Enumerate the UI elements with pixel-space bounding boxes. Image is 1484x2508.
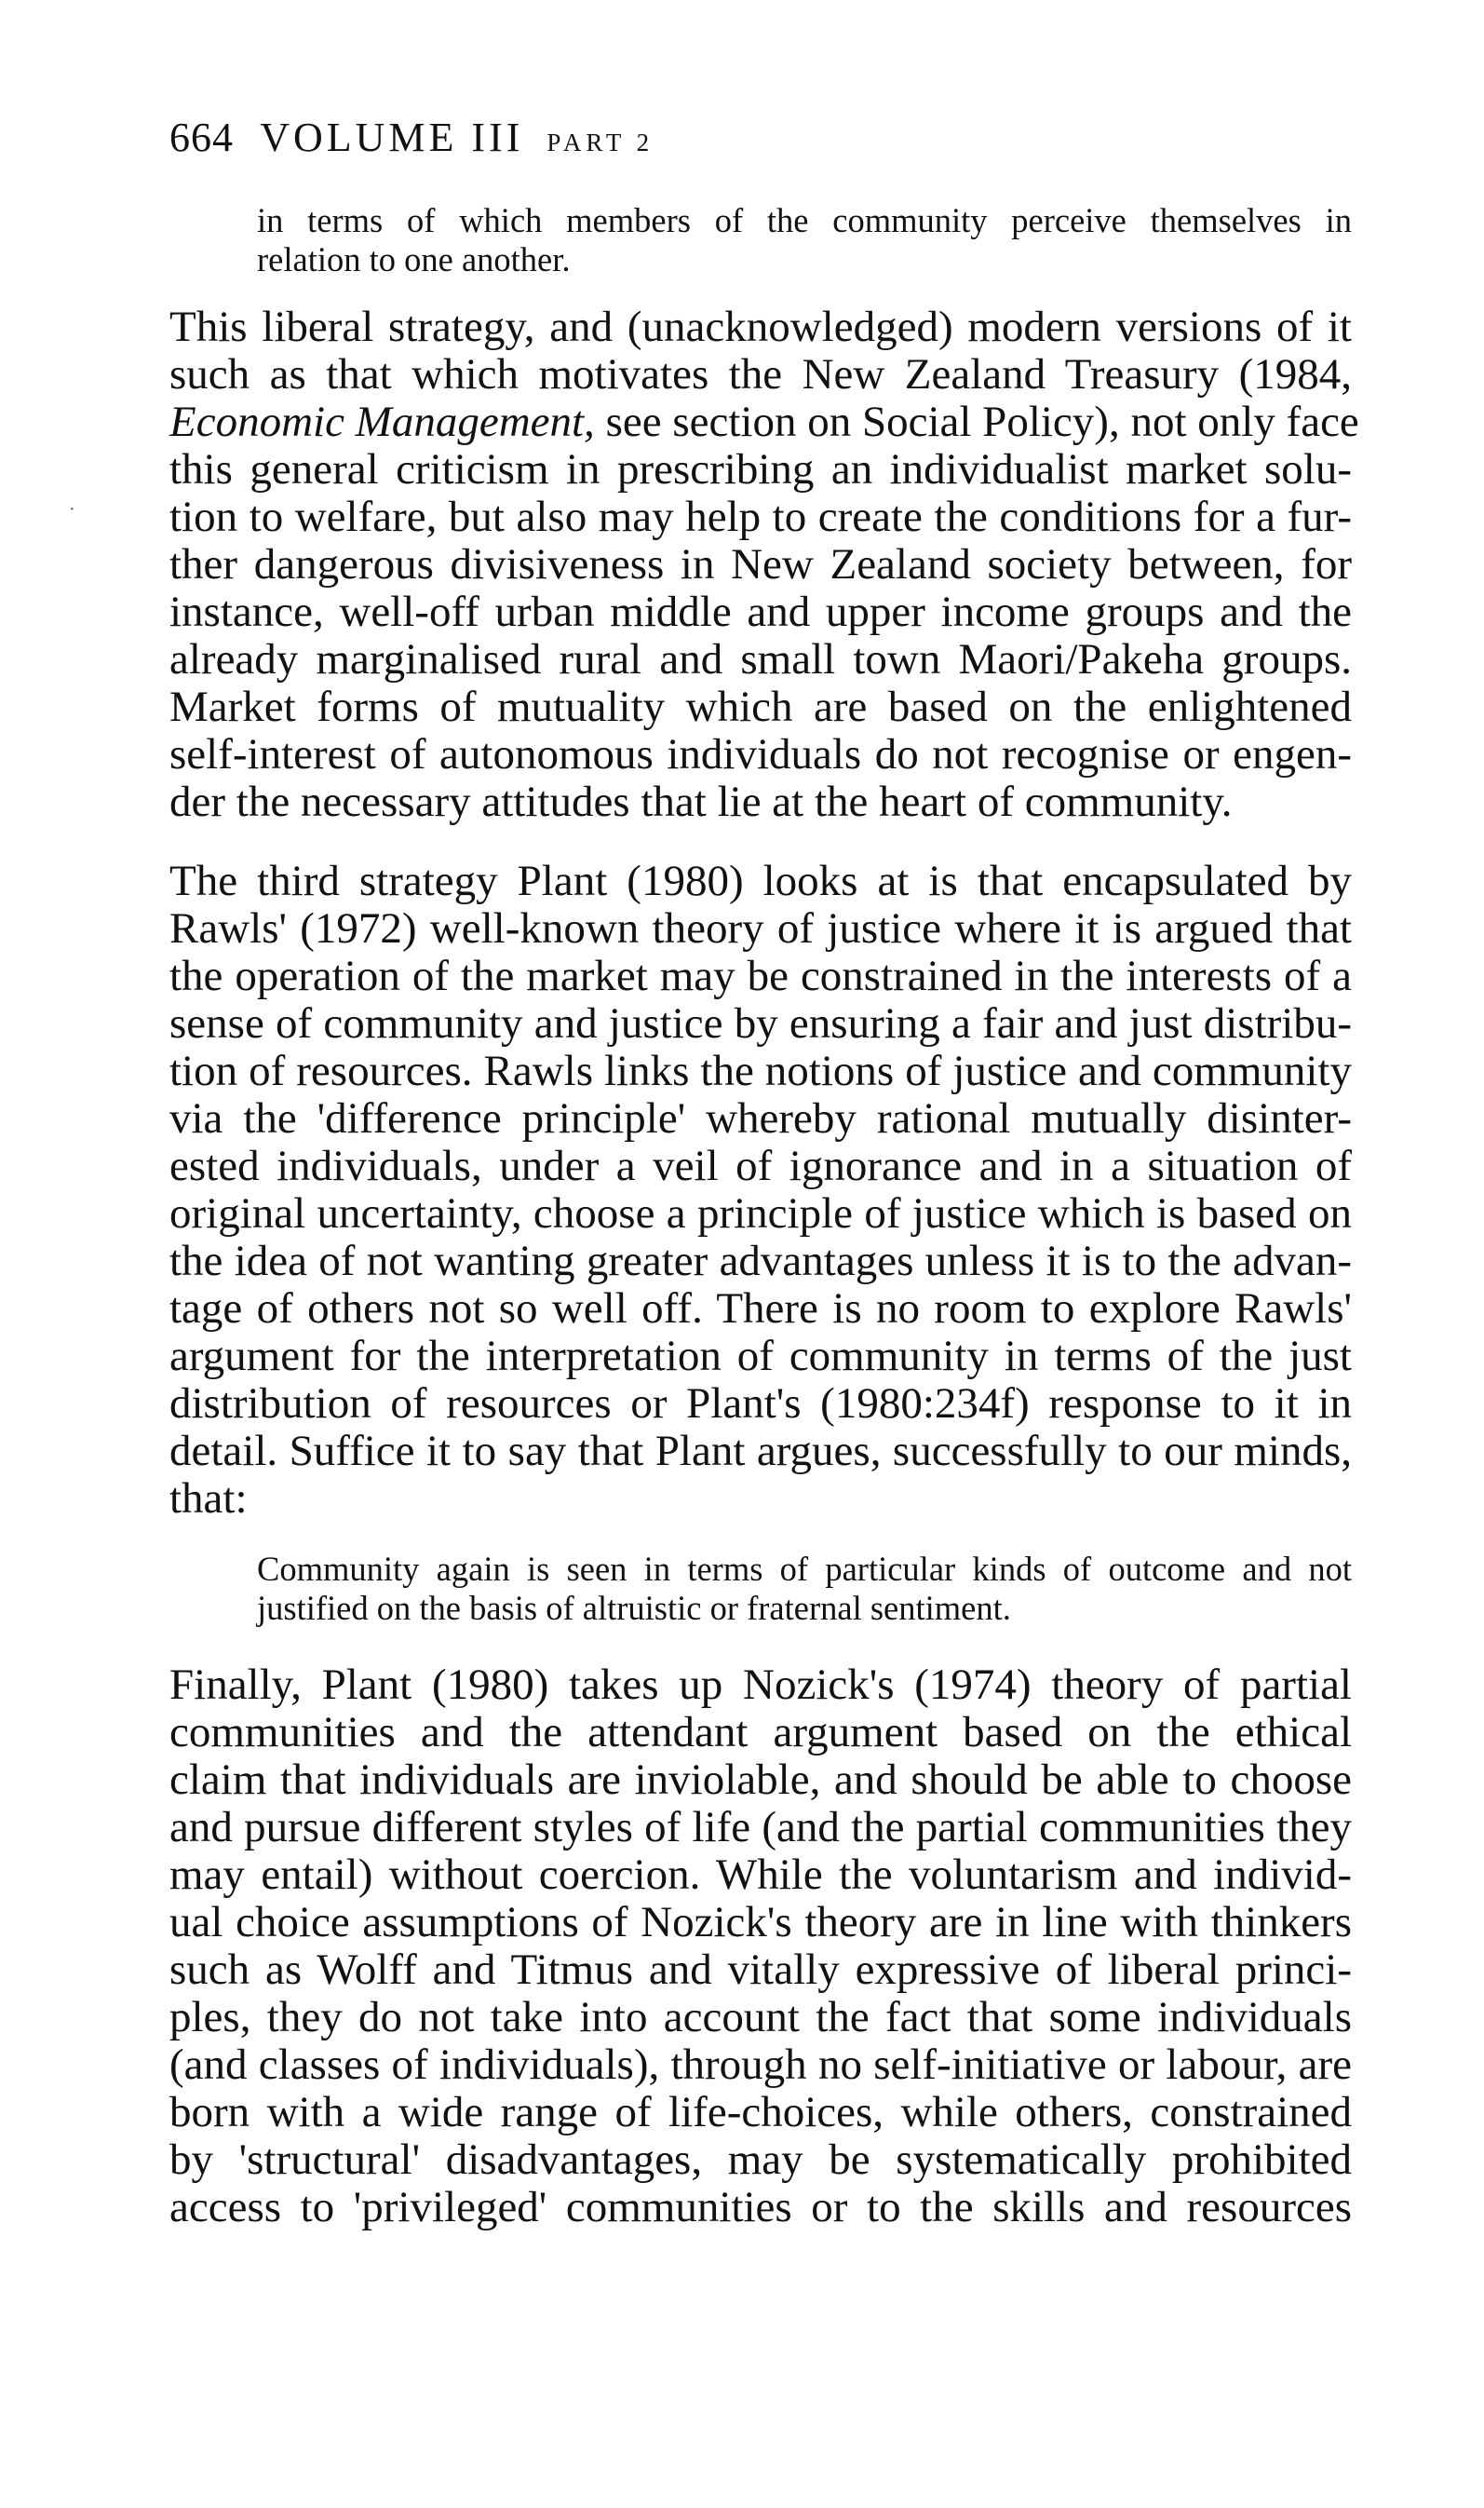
- text-line: such as that which motivates the New Zealand Treasury (1984,: [169, 350, 1352, 399]
- page-number: 664: [169, 115, 234, 160]
- text-line: born with a wide range of life-choices, while others, constrained: [169, 2088, 1352, 2136]
- text-line: instance, well-off urban middle and upper income groups and the: [169, 588, 1352, 636]
- text-line: ested individuals, under a veil of ignorance and in a situation of: [169, 1142, 1352, 1190]
- text-line: original uncertainty, choose a principle of justice which is based on: [169, 1189, 1352, 1238]
- paragraph-3: [169, 1661, 1352, 2231]
- text-line: Community again is seen in terms of particular kinds of outcome and not: [257, 1550, 1352, 1588]
- book-title: Economic Management,: [169, 398, 595, 446]
- text-line: tion to welfare, but also may help to create the conditions for a fur-: [169, 493, 1352, 541]
- text-line: ual choice assumptions of Nozick's theory are in line with thinkers: [169, 1898, 1352, 1946]
- text-line: der the necessary attitudes that lie at the heart of community.: [169, 778, 1233, 826]
- text-line: tage of others not so well off. There is no room to explore Rawls': [169, 1284, 1352, 1333]
- text-line: in terms of which members of the community perceive themselves in: [257, 201, 1352, 239]
- block-quote-1: [257, 201, 1352, 279]
- text-line: Market forms of mutuality which are based on the enlightened: [169, 683, 1352, 731]
- text-line: and pursue different styles of life (and the partial communities they: [169, 1803, 1352, 1851]
- text-line: the idea of not wanting greater advantages unless it is to the advan-: [169, 1237, 1352, 1285]
- text-line: communities and the attendant argument based on the ethical: [169, 1708, 1352, 1756]
- text-line: this general criticism in prescribing an individualist market solu-: [169, 445, 1352, 494]
- text-line: self-interest of autonomous individuals do not recognise or engen-: [169, 730, 1352, 779]
- running-header: [169, 110, 654, 170]
- text-line: ther dangerous divisiveness in New Zealand society between, for: [169, 540, 1352, 589]
- text-line: access to 'privileged' communities or to the skills and resources: [169, 2183, 1352, 2231]
- text-line: claim that individuals are inviolable, and should be able to choose: [169, 1756, 1352, 1804]
- volume-label: VOLUME III: [260, 115, 524, 160]
- text-line: detail. Suffice it to say that Plant argues, successfully to our minds,: [169, 1427, 1352, 1475]
- text-line: the operation of the market may be constrained in the interests of a: [169, 952, 1352, 1000]
- text-line: Finally, Plant (1980) takes up Nozick's (1974) theory of partial: [169, 1661, 1352, 1709]
- text-line: may entail) without coercion. While the voluntarism and individ-: [169, 1850, 1352, 1899]
- paragraph-1: [169, 303, 1359, 826]
- text-line: Economic Management, see section on Social Policy), not only face: [169, 398, 1359, 446]
- text-line: already marginalised rural and small town Maori/Pakeha groups.: [169, 635, 1352, 684]
- text-line: such as Wolff and Titmus and vitally expressive of liberal princi-: [169, 1945, 1352, 1994]
- text-line: The third strategy Plant (1980) looks at is that encapsulated by: [169, 857, 1352, 905]
- text-line: that:: [169, 1474, 248, 1523]
- text-line: tion of resources. Rawls links the notions of justice and community: [169, 1047, 1352, 1095]
- text-line: (and classes of individuals), through no self-initiative or labour, are: [169, 2040, 1352, 2089]
- text-line: This liberal strategy, and (unacknowledged) modern versions of it: [169, 303, 1352, 351]
- text-line: distribution of resources or Plant's (1980:234f) response to it in: [169, 1379, 1352, 1428]
- text-line: Rawls' (1972) well-known theory of justice where it is argued that: [169, 904, 1352, 953]
- text-line: justified on the basis of altruistic or fraternal sentiment.: [257, 1589, 1011, 1627]
- text-line: sense of community and justice by ensuring a fair and just distribu-: [169, 999, 1352, 1048]
- margin-mark: ·: [69, 499, 75, 520]
- text-line: via the 'difference principle' whereby rational mutually disinter-: [169, 1094, 1352, 1143]
- text-line: relation to one another.: [257, 240, 571, 278]
- paragraph-2: [169, 858, 1352, 1523]
- text-line: argument for the interpretation of community in terms of the just: [169, 1332, 1352, 1380]
- part-label: PART 2: [546, 129, 654, 156]
- text-line: by 'structural' disadvantages, may be systematically prohibited: [169, 2135, 1352, 2184]
- text-line: ples, they do not take into account the fact that some individuals: [169, 1993, 1352, 2041]
- block-quote-2: [257, 1550, 1352, 1628]
